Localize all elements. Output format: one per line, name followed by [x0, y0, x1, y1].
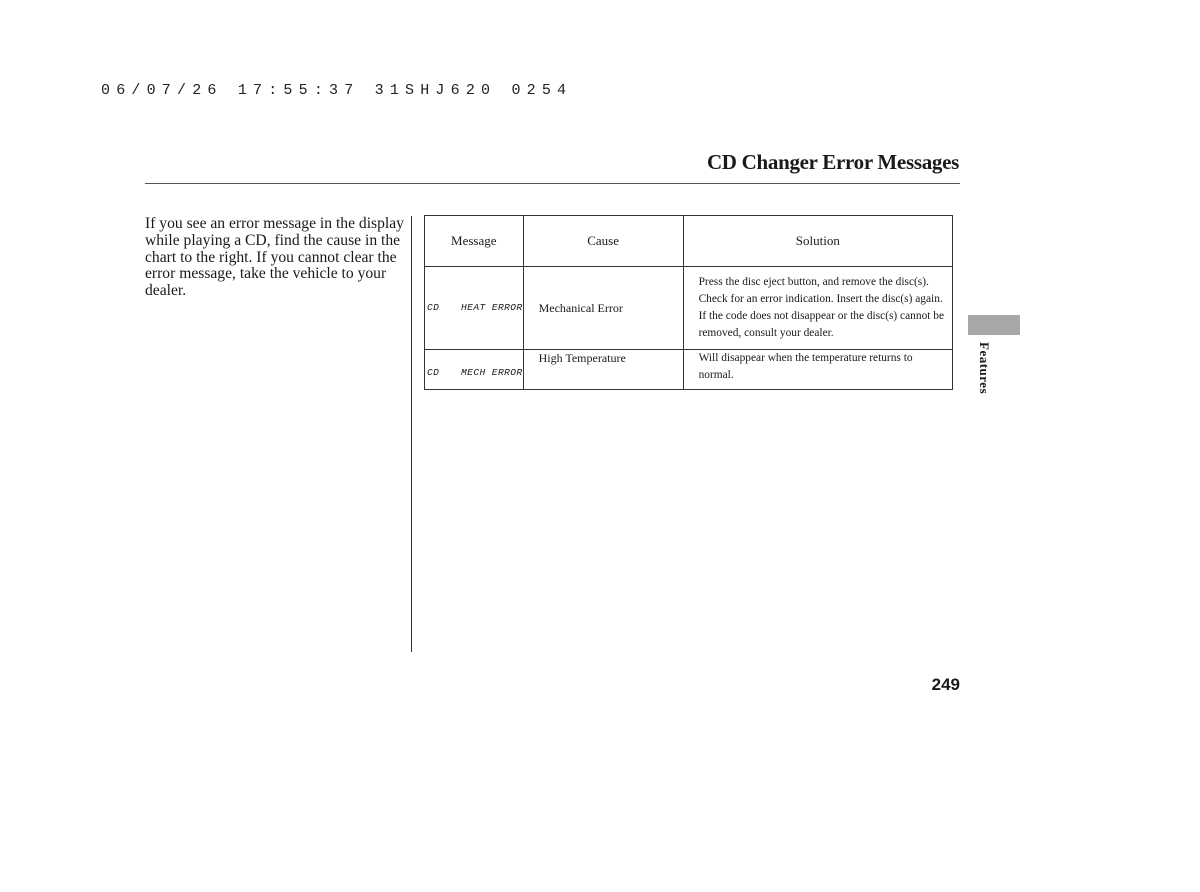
- table-row: [425, 267, 953, 350]
- display-prefix: CD: [427, 367, 440, 379]
- header-message: Message: [425, 216, 524, 267]
- page-number: 249: [931, 675, 960, 694]
- cause-cell: High Temperature: [523, 350, 683, 390]
- solution-cell: Will disappear when the temperature returns to normal.: [683, 350, 952, 390]
- error-messages-table: [424, 215, 953, 390]
- display-message: [425, 267, 524, 350]
- solution-cell: Press the disc eject button, and remove the disc(s). Check for an error indication. Insert the disc(s) again. If the code does not disappear or the disc(s) cannot be removed, consult your dealer.: [683, 267, 952, 350]
- section-tab-marker: [968, 315, 1020, 335]
- header-solution: Solution: [683, 216, 952, 267]
- intro-paragraph: If you see an error message in the display while playing a CD, find the cause in the chart to the right. If you cannot clear the error message, take the vehicle to your dealer.: [145, 215, 404, 300]
- page-title: CD Changer Error Messages: [706, 150, 959, 174]
- print-code: 06/07/26 17:55:37 31SHJ620 0254: [101, 82, 573, 99]
- display-code: HEAT ERROR: [461, 301, 523, 313]
- column-divider: [411, 216, 412, 652]
- header-cause: Cause: [523, 216, 683, 267]
- display-prefix: CD: [427, 301, 440, 313]
- title-divider: [145, 183, 960, 184]
- table-row: [425, 350, 953, 390]
- cause-cell: Mechanical Error: [523, 267, 683, 350]
- section-label: Features: [977, 342, 992, 395]
- table-header-row: [425, 216, 953, 267]
- display-message: [425, 350, 524, 390]
- display-code: MECH ERROR: [461, 367, 523, 379]
